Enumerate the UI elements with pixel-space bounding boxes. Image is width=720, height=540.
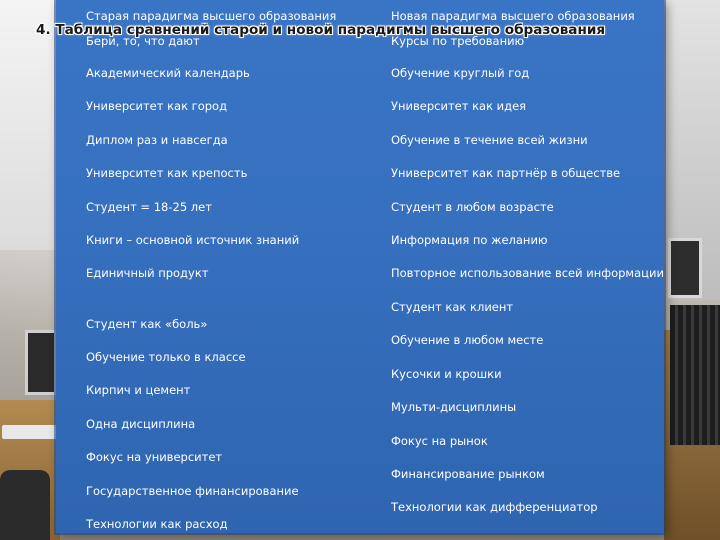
old-item: Бери, то, что дают — [86, 34, 200, 48]
old-item: Обучение только в классе — [86, 350, 246, 364]
new-paradigm-heading: Новая парадигма высшего образования — [391, 9, 635, 23]
slide-title: 4. Таблица сравнений старой и новой парадигмы высшего образования — [36, 22, 606, 38]
old-item: Академический календарь — [86, 66, 250, 80]
new-item: Финансирование рынком — [391, 467, 545, 481]
new-item: Фокус на рынок — [391, 434, 488, 448]
old-item: Студент как «боль» — [86, 317, 208, 331]
new-item: Обучение круглый год — [391, 66, 530, 80]
comparison-panel — [56, 0, 664, 533]
background-chair — [0, 470, 50, 540]
new-item: Университет как партнёр в обществе — [391, 166, 621, 180]
background-monitor-right — [668, 238, 702, 298]
new-item: Курсы по требованию — [391, 34, 525, 48]
background-monitor — [25, 330, 57, 395]
old-item: Диплом раз и навсегда — [86, 133, 228, 147]
new-item: Повторное использование всей информации — [391, 266, 664, 280]
new-item: Информация по желанию — [391, 233, 548, 247]
old-item: Студент = 18-25 лет — [86, 200, 212, 214]
old-item: Университет как крепость — [86, 166, 248, 180]
new-item: Студент в любом возрасте — [391, 200, 554, 214]
background-keyboard — [2, 425, 57, 439]
old-item: Государственное финансирование — [86, 484, 299, 498]
old-item: Книги – основной источник знаний — [86, 233, 300, 247]
old-item: Фокус на университет — [86, 450, 223, 464]
new-item: Кусочки и крошки — [391, 367, 502, 381]
old-item: Технологии как расход — [86, 517, 228, 531]
new-item: Обучение в течение всей жизни — [391, 133, 588, 147]
background-chairs-right — [670, 305, 720, 445]
old-item: Университет как город — [86, 99, 228, 113]
new-item: Технологии как дифференциатор — [391, 500, 598, 514]
old-paradigm-heading: Старая парадигма высшего образования — [86, 9, 337, 23]
new-item: Мульти-дисциплины — [391, 400, 517, 414]
new-item: Университет как идея — [391, 99, 527, 113]
new-item: Студент как клиент — [391, 300, 514, 314]
old-item: Единичный продукт — [86, 266, 209, 280]
old-item: Одна дисциплина — [86, 417, 196, 431]
old-item: Кирпич и цемент — [86, 383, 191, 397]
new-item: Обучение в любом месте — [391, 333, 544, 347]
